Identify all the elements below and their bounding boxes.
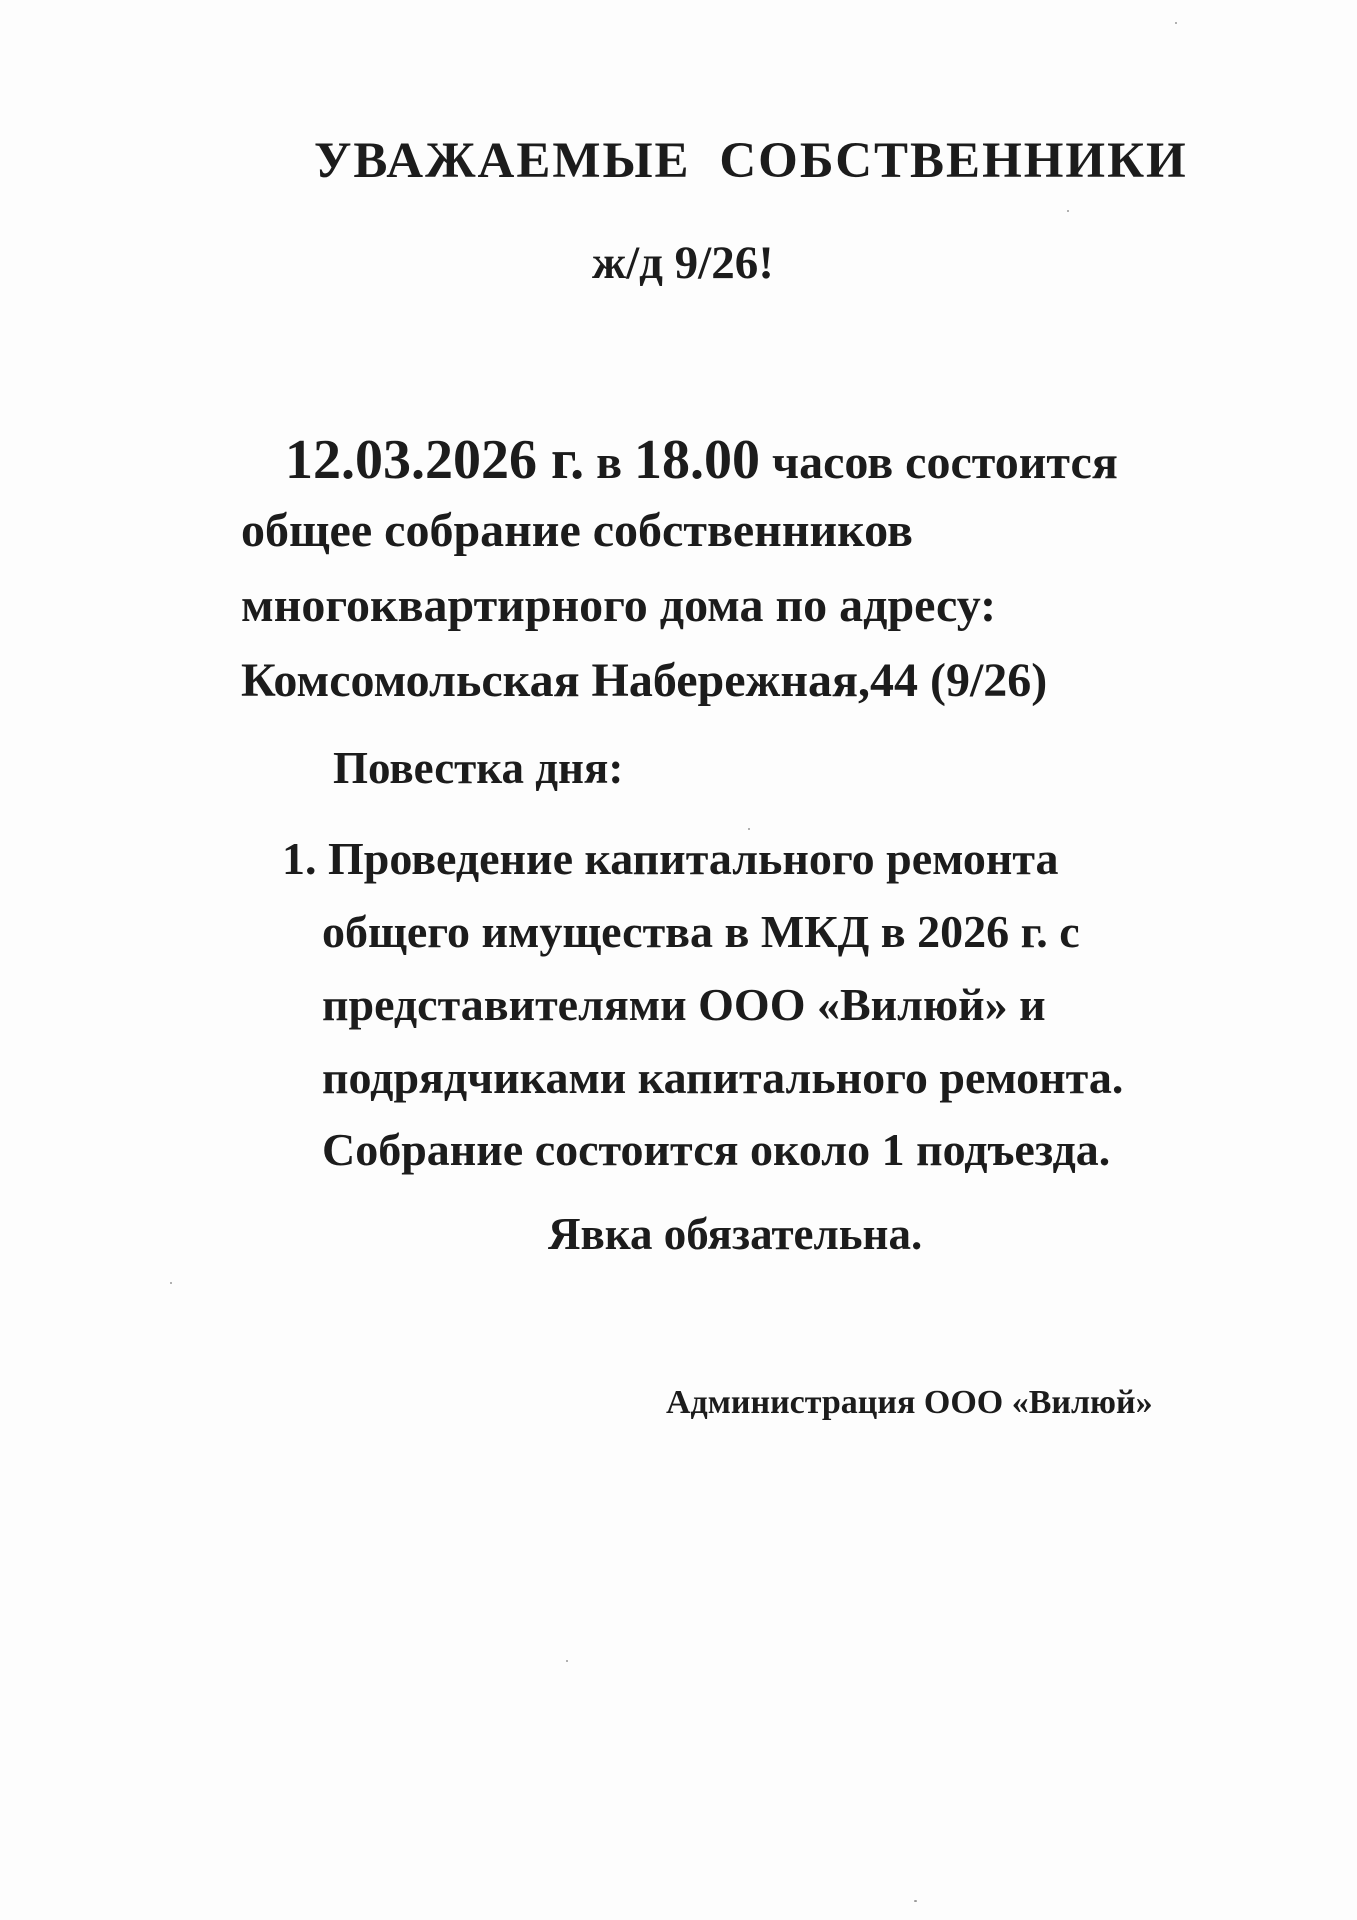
scan-speck	[748, 828, 750, 830]
agenda-item-text: Проведение капитального ремонта	[328, 833, 1059, 884]
notice-subtitle: ж/д 9/26!	[592, 237, 774, 289]
scan-speck	[1067, 210, 1069, 212]
meeting-date: 12.03.2026 г.	[285, 429, 585, 491]
agenda-item-line-1	[282, 832, 1059, 885]
meeting-place: Собрание состоится около 1 подъезда.	[322, 1124, 1111, 1175]
agenda-item-number: 1.	[282, 833, 317, 884]
scan-speck	[1175, 22, 1177, 24]
scan-speck	[170, 1282, 172, 1284]
agenda-label: Повестка дня:	[333, 743, 624, 793]
meeting-time: 18.00	[634, 429, 761, 491]
notice-title: УВАЖАЕМЫЕ СОБСТВЕННИКИ	[314, 133, 1188, 189]
announcement-line-2: общее собрание собственников	[241, 504, 913, 557]
signature: Администрация ООО «Вилюй»	[666, 1384, 1153, 1421]
agenda-item-line-2: общего имущества в МКД в 2026 г. с	[322, 906, 1080, 957]
announcement-address: Комсомольская Набережная,44 (9/26)	[241, 654, 1048, 707]
announcement-line-3: многоквартирного дома по адресу:	[241, 579, 997, 632]
announcement-line-1-rest: часов состоится	[772, 436, 1118, 489]
scan-speck	[566, 1660, 568, 1662]
agenda-item-line-4: подрядчиками капитального ремонта.	[322, 1052, 1124, 1103]
scan-speck	[914, 1900, 917, 1902]
agenda-item-line-3: представителями ООО «Вилюй» и	[322, 979, 1046, 1030]
attendance-note: Явка обязательна.	[548, 1209, 923, 1259]
announcement-line-1	[285, 428, 1118, 492]
announcement-preposition: в	[596, 436, 623, 489]
